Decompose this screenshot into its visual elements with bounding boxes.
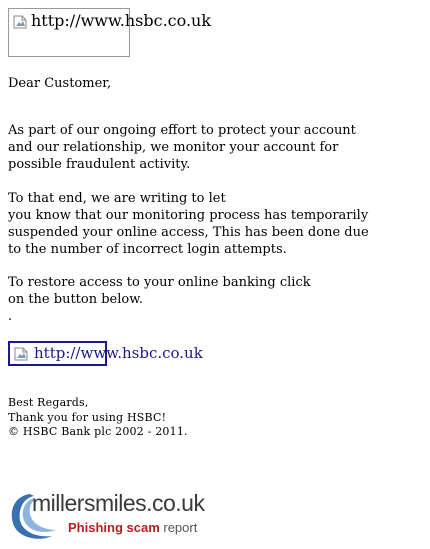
signature: Best Regards, Thank you for using HSBC! © HSBC Bank plc 2002 - 2011. — [8, 396, 188, 438]
restore-access-button-image[interactable] — [8, 341, 203, 366]
broken-image-icon — [13, 15, 27, 29]
header-image-alt-text: http://www.hsbc.co.uk — [31, 11, 212, 30]
broken-image-icon — [14, 347, 28, 361]
paragraph-2: To that end, we are writing to let you know that our monitoring process has temporarily suspended your online access, This has been done due to the number of incorrect login attempts. — [8, 191, 369, 257]
greeting: Dear Customer, — [8, 76, 112, 91]
brand-name: millersmiles.co.uk — [32, 490, 205, 516]
paragraph-1: As part of our ongoing effort to protect your account and our relationship, we monitor your account for possible fraudulent activity. — [8, 123, 356, 172]
phishing-report-tagline: Phishing scam report — [68, 520, 198, 535]
millersmiles-logo — [8, 490, 228, 542]
paragraph-3: To restore access to your online banking click on the button below. . — [8, 275, 311, 324]
button-image-alt-text[interactable]: http://www.hsbc.co.uk — [34, 344, 203, 362]
header-logo-image — [8, 8, 212, 57]
